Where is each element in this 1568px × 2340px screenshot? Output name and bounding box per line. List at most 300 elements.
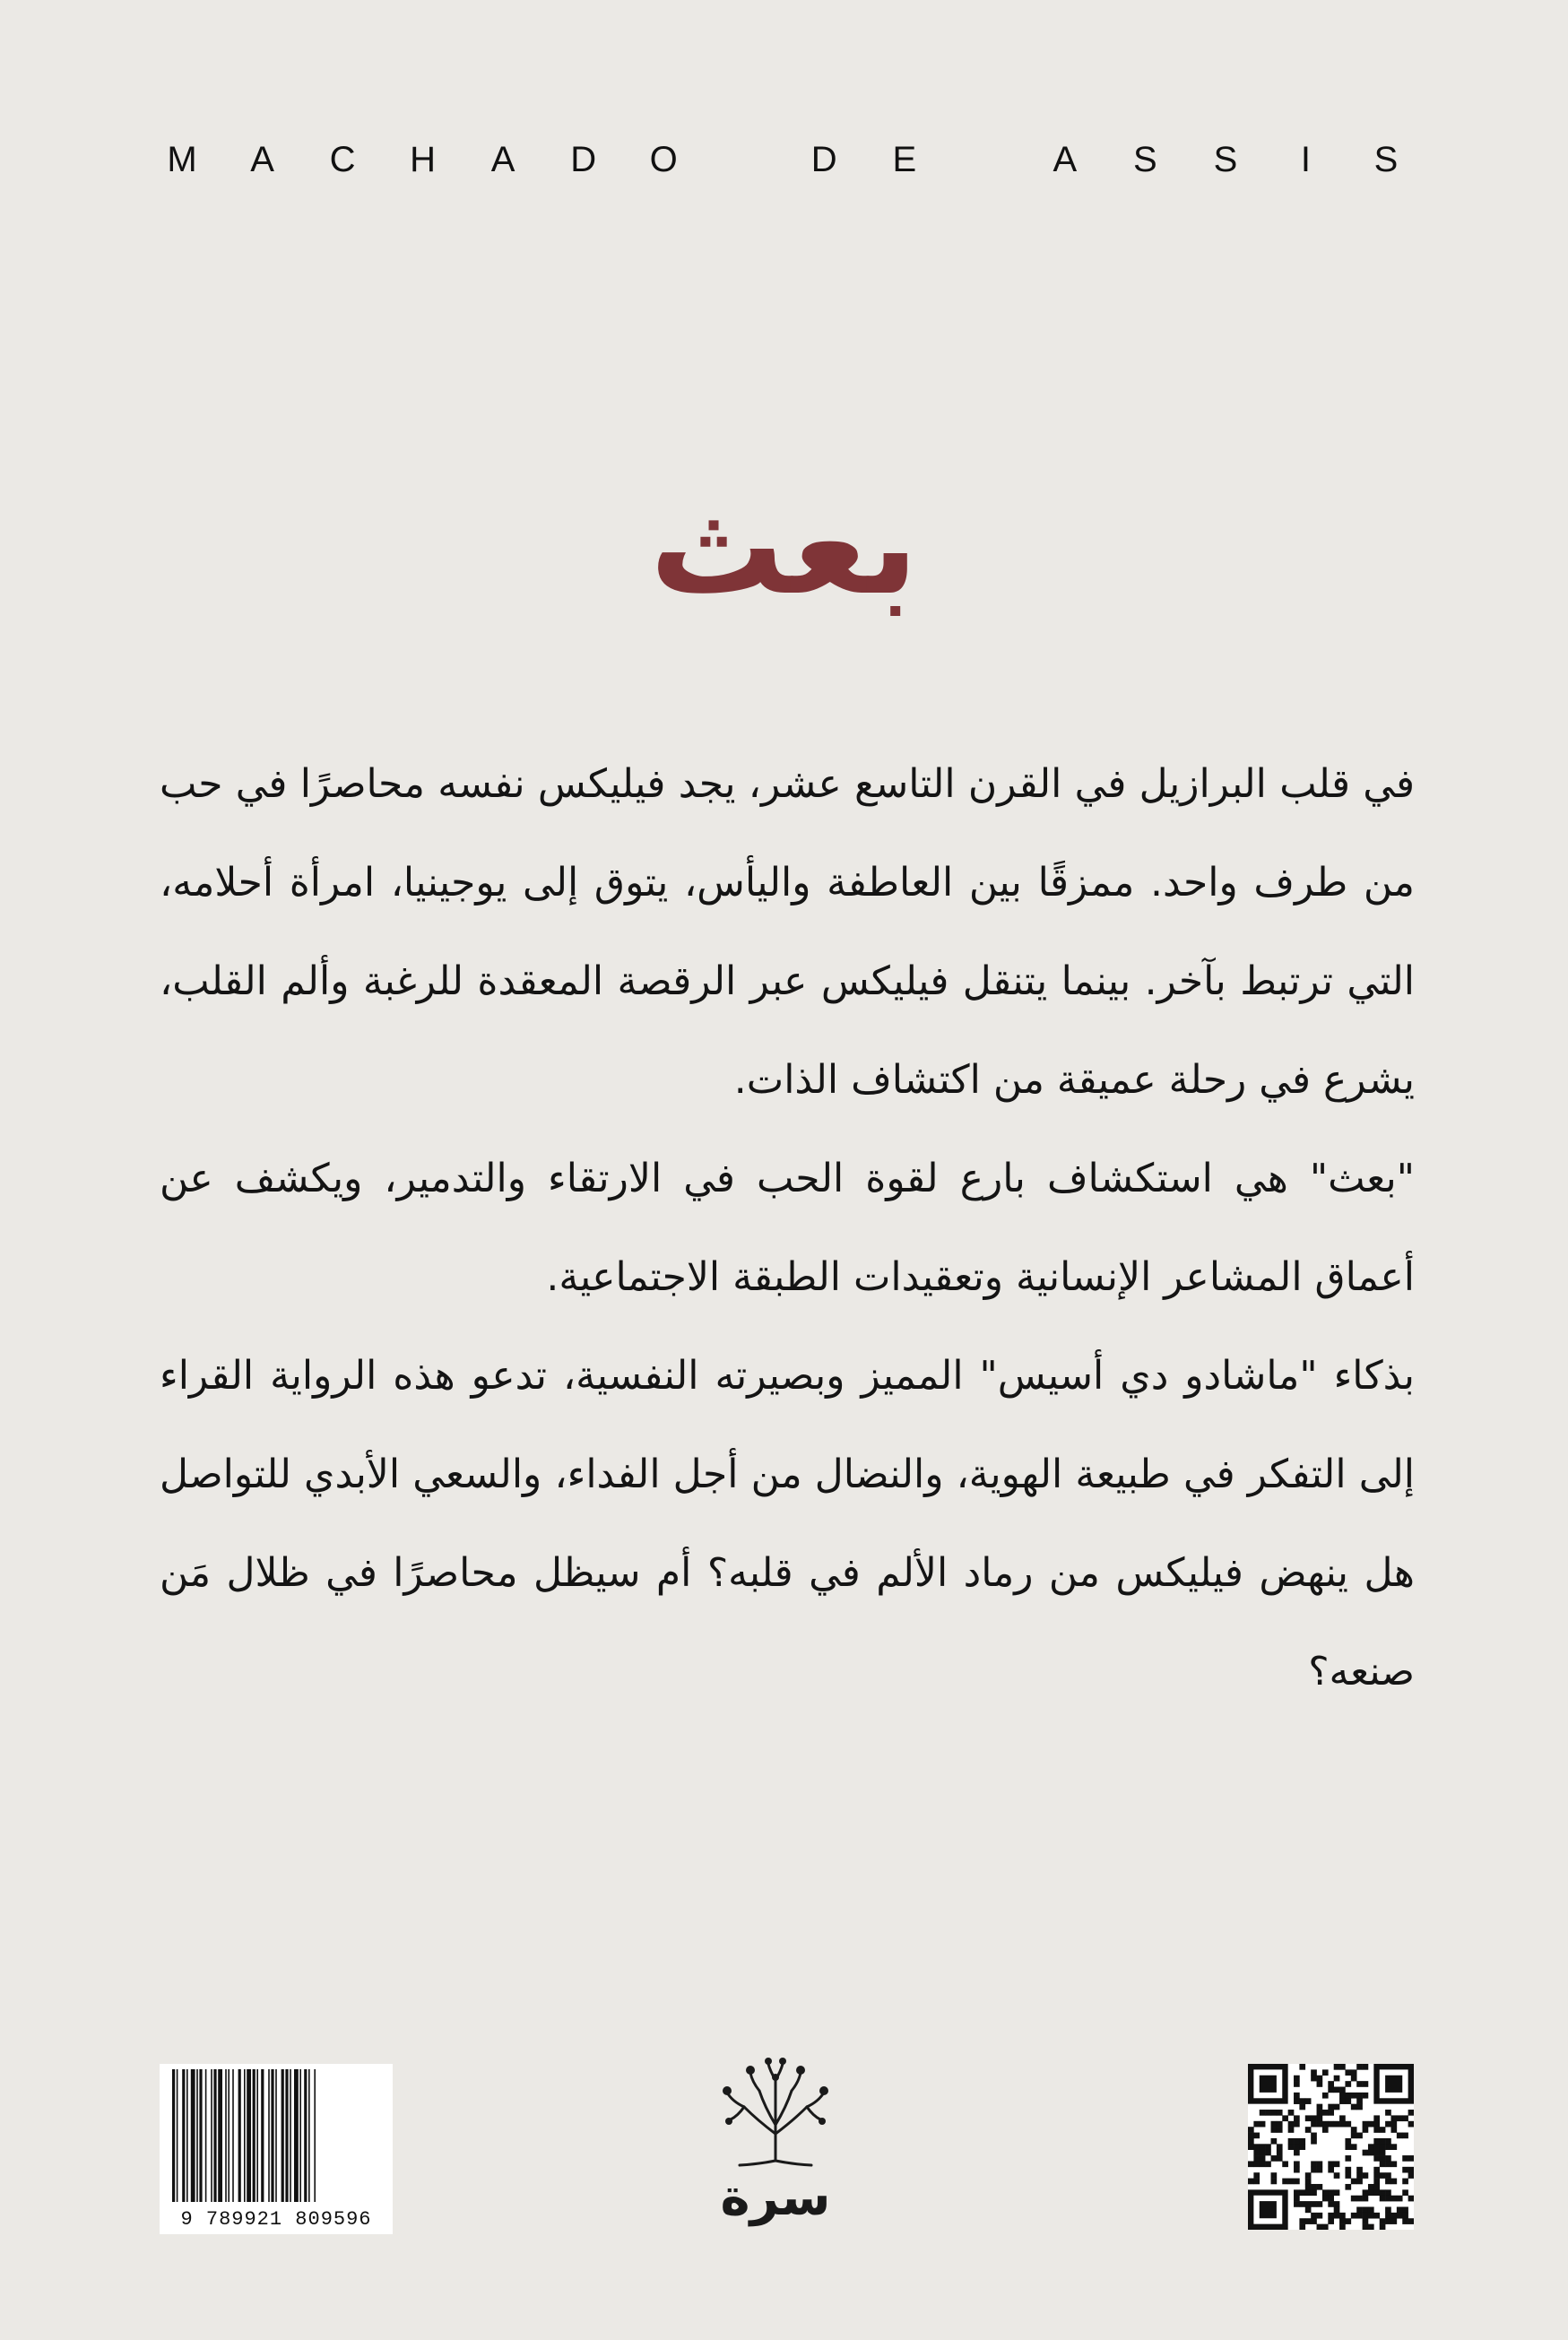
qr-module (1385, 2189, 1391, 2196)
qr-module (1260, 2150, 1266, 2156)
qr-module (1271, 2179, 1278, 2185)
qr-module (1294, 2121, 1300, 2128)
qr-module (1294, 2150, 1300, 2156)
qr-module (1311, 2184, 1317, 2190)
qr-module (1380, 2196, 1386, 2202)
tree-logo-icon (659, 2053, 892, 2232)
barcode-bar (253, 2069, 256, 2202)
barcode-bar (308, 2069, 310, 2202)
qr-module (1363, 2127, 1369, 2133)
qr-module (1380, 2161, 1386, 2167)
qr-module (1328, 2189, 1334, 2196)
qr-module (1345, 2144, 1351, 2150)
qr-module (1380, 2224, 1386, 2230)
qr-module (1253, 2161, 1260, 2167)
qr-module (1317, 2104, 1323, 2110)
qr-module (1345, 2218, 1351, 2224)
qr-module (1277, 2110, 1283, 2116)
qr-module (1368, 2224, 1374, 2230)
barcode-bar (285, 2069, 288, 2202)
qr-module (1356, 2098, 1363, 2104)
qr-module (1373, 2179, 1380, 2185)
barcode-bar (256, 2069, 258, 2202)
qr-module (1305, 2127, 1312, 2133)
qr-module (1363, 2172, 1369, 2179)
qr-module (1277, 2144, 1283, 2150)
qr-module (1317, 2201, 1323, 2207)
author-letter: I (1300, 140, 1311, 179)
qr-module (1397, 2133, 1403, 2139)
qr-module (1299, 2144, 1305, 2150)
qr-module (1351, 2069, 1357, 2076)
qr-module (1294, 2144, 1300, 2150)
qr-module (1299, 2189, 1305, 2196)
qr-module (1402, 2155, 1408, 2162)
qr-module (1385, 2155, 1391, 2162)
qr-module (1385, 2218, 1391, 2224)
barcode-bar (271, 2069, 273, 2202)
qr-module (1277, 2121, 1283, 2128)
qr-module (1356, 2081, 1363, 2087)
qr-module (1363, 2081, 1369, 2087)
qr-module (1397, 2206, 1403, 2213)
qr-module (1253, 2155, 1260, 2162)
qr-module (1373, 2138, 1380, 2145)
qr-module (1317, 2224, 1323, 2230)
qr-module (1363, 2093, 1369, 2099)
qr-module (1385, 2144, 1391, 2150)
qr-module (1408, 2110, 1414, 2116)
author-letter: S (1373, 140, 1399, 179)
qr-module (1380, 2150, 1386, 2156)
qr-module (1271, 2110, 1278, 2116)
qr-module (1351, 2133, 1357, 2139)
qr-module (1345, 2138, 1351, 2145)
qr-module (1385, 2121, 1391, 2128)
qr-module (1271, 2155, 1278, 2162)
qr-module (1294, 2167, 1300, 2173)
qr-module (1363, 2218, 1369, 2224)
qr-module (1339, 2224, 1346, 2230)
qr-module (1317, 2076, 1323, 2082)
qr-module (1339, 2087, 1346, 2093)
qr-module (1390, 2144, 1397, 2150)
qr-module (1305, 2179, 1312, 2185)
barcode-bar (186, 2069, 188, 2202)
qr-module (1288, 2110, 1295, 2116)
qr-module (1356, 2196, 1363, 2202)
qr-module (1248, 2144, 1254, 2150)
qr-module (1385, 2196, 1391, 2202)
qr-module (1248, 2161, 1254, 2167)
qr-module (1328, 2196, 1334, 2202)
qr-module (1288, 2127, 1295, 2133)
qr-module (1351, 2144, 1357, 2150)
qr-module (1363, 2206, 1369, 2213)
qr-module (1328, 2121, 1334, 2128)
barcode-bar (191, 2069, 195, 2202)
qr-module (1299, 2138, 1305, 2145)
qr-module (1408, 2167, 1414, 2173)
qr-module (1351, 2104, 1357, 2110)
qr-code-icon (1248, 2064, 1414, 2230)
qr-module (1380, 2144, 1386, 2150)
qr-module (1305, 2098, 1312, 2104)
qr-module (1305, 2184, 1312, 2190)
qr-module (1345, 2069, 1351, 2076)
qr-module (1299, 2098, 1305, 2104)
qr-module (1397, 2213, 1403, 2219)
qr-module (1345, 2081, 1351, 2087)
qr-module (1356, 2064, 1363, 2070)
qr-module (1253, 2144, 1260, 2150)
qr-module (1299, 2201, 1305, 2207)
qr-module (1356, 2179, 1363, 2185)
author-letter: O (649, 140, 678, 179)
qr-module (1356, 2133, 1363, 2139)
qr-module (1322, 2127, 1329, 2133)
author-letter: H (410, 140, 437, 179)
barcode-bar (294, 2069, 299, 2202)
qr-module (1373, 2213, 1380, 2219)
qr-module (1356, 2213, 1363, 2219)
qr-module (1317, 2167, 1323, 2173)
qr-module (1402, 2179, 1408, 2185)
qr-module (1402, 2133, 1408, 2139)
qr-module (1328, 2087, 1334, 2093)
qr-module (1260, 2110, 1266, 2116)
qr-module (1305, 2206, 1312, 2213)
barcode-bar (213, 2069, 216, 2202)
qr-module (1277, 2150, 1283, 2156)
qr-module (1363, 2121, 1369, 2128)
qr-module (1402, 2206, 1408, 2213)
qr-module (1380, 2218, 1386, 2224)
barcode-bar (314, 2069, 316, 2202)
barcode-bar (282, 2069, 284, 2202)
qr-module (1299, 2218, 1305, 2224)
qr-module (1294, 2093, 1300, 2099)
qr-module (1294, 2098, 1300, 2104)
barcode-bar (177, 2069, 178, 2202)
qr-module (1334, 2104, 1340, 2110)
qr-module (1317, 2184, 1323, 2190)
qr-module (1305, 2201, 1312, 2207)
qr-module (1260, 2155, 1266, 2162)
qr-module (1345, 2098, 1351, 2104)
qr-module (1265, 2161, 1271, 2167)
qr-module (1373, 2184, 1380, 2190)
qr-finder-core (1260, 2076, 1277, 2093)
qr-module (1345, 2155, 1351, 2162)
qr-module (1390, 2218, 1397, 2224)
qr-module (1402, 2167, 1408, 2173)
qr-module (1328, 2218, 1334, 2224)
barcode-bar (268, 2069, 270, 2202)
qr-module (1402, 2115, 1408, 2121)
qr-module (1317, 2161, 1323, 2167)
qr-module (1356, 2206, 1363, 2213)
qr-module (1282, 2161, 1288, 2167)
qr-module (1311, 2218, 1317, 2224)
qr-module (1351, 2127, 1357, 2133)
qr-module (1328, 2104, 1334, 2110)
qr-module (1294, 2081, 1300, 2087)
author-letter: C (329, 140, 356, 179)
qr-module (1334, 2087, 1340, 2093)
qr-module (1317, 2213, 1323, 2219)
qr-module (1345, 2172, 1351, 2179)
author-letter: S (1133, 140, 1157, 179)
qr-module (1380, 2127, 1386, 2133)
qr-module (1288, 2144, 1295, 2150)
barcode-bar (211, 2069, 212, 2202)
qr-module (1363, 2189, 1369, 2196)
blurb-paragraph-1: في قلب البرازيل في القرن التاسع عشر، يجد فيليكس نفسه محاصرًا في حب من طرف واحد. ممزقًا بين العاطفة واليأس، يتوق إلى يوجينيا، امرأة أحلامه، التي ترتبط بآخر. بينما يتنقل فيليكس عبر الرقصة المعقدة للرغبة وألم القلب، يشرع في رحلة عميقة من اكتشاف الذات. (160, 761, 1415, 1103)
qr-module (1253, 2172, 1260, 2179)
qr-module (1305, 2115, 1312, 2121)
qr-module (1363, 2224, 1369, 2230)
qr-module (1363, 2150, 1369, 2156)
qr-module (1260, 2161, 1266, 2167)
qr-module (1299, 2064, 1305, 2070)
isbn-number: 9 789921 809596 (180, 2208, 372, 2231)
qr-module (1373, 2172, 1380, 2179)
barcode-bar (232, 2069, 234, 2202)
qr-module (1368, 2213, 1374, 2219)
qr-module (1253, 2121, 1260, 2128)
qr-module (1322, 2121, 1329, 2128)
barcode-icon (160, 2064, 393, 2234)
qr-module (1373, 2155, 1380, 2162)
qr-module (1339, 2115, 1346, 2121)
qr-module (1277, 2155, 1283, 2162)
qr-module (1373, 2189, 1380, 2196)
qr-module (1334, 2064, 1340, 2070)
qr-module (1248, 2179, 1254, 2185)
qr-module (1248, 2127, 1254, 2133)
qr-module (1317, 2110, 1323, 2116)
qr-module (1351, 2179, 1357, 2185)
qr-module (1339, 2098, 1346, 2104)
author-letter: D (570, 140, 597, 179)
qr-module (1271, 2127, 1278, 2133)
qr-module (1345, 2121, 1351, 2128)
qr-module (1265, 2144, 1271, 2150)
qr-module (1248, 2133, 1254, 2139)
qr-module (1397, 2196, 1403, 2202)
qr-module (1408, 2172, 1414, 2179)
barcode-bar (228, 2069, 230, 2202)
qr-module (1294, 2161, 1300, 2167)
qr-module (1402, 2213, 1408, 2219)
qr-module (1351, 2093, 1357, 2099)
qr-module (1317, 2115, 1323, 2121)
qr-finder-core (1260, 2201, 1277, 2218)
qr-module (1322, 2069, 1329, 2076)
qr-module (1253, 2150, 1260, 2156)
qr-module (1334, 2213, 1340, 2219)
qr-module (1408, 2218, 1414, 2224)
qr-module (1339, 2064, 1346, 2070)
qr-module (1288, 2179, 1295, 2185)
qr-module (1311, 2076, 1317, 2082)
barcode-bar (182, 2069, 185, 2202)
qr-module (1322, 2224, 1329, 2230)
qr-module (1356, 2167, 1363, 2173)
qr-module (1356, 2172, 1363, 2179)
qr-module (1328, 2201, 1334, 2207)
qr-module (1294, 2196, 1300, 2202)
qr-module (1385, 2172, 1391, 2179)
qr-module (1380, 2155, 1386, 2162)
qr-module (1351, 2076, 1357, 2082)
qr-module (1311, 2201, 1317, 2207)
qr-module (1334, 2201, 1340, 2207)
qr-module (1334, 2121, 1340, 2128)
author-gap (726, 142, 762, 178)
qr-module (1368, 2184, 1374, 2190)
qr-module (1311, 2133, 1317, 2139)
qr-module (1305, 2189, 1312, 2196)
qr-module (1397, 2115, 1403, 2121)
qr-module (1390, 2127, 1397, 2133)
qr-module (1294, 2179, 1300, 2185)
blurb-paragraph-2: "بعث" هي استكشاف بارع لقوة الحب في الارتقاء والتدمير، ويكشف عن أعماق المشاعر الإنسانية وتعقيدات الطبقة الاجتماعية. (160, 1156, 1415, 1300)
qr-module (1294, 2138, 1300, 2145)
qr-module (1311, 2138, 1317, 2145)
qr-module (1345, 2184, 1351, 2190)
qr-module (1288, 2121, 1295, 2128)
qr-module (1294, 2189, 1300, 2196)
qr-module (1351, 2196, 1357, 2202)
qr-module (1299, 2224, 1305, 2230)
qr-module (1408, 2121, 1414, 2128)
qr-module (1322, 2189, 1329, 2196)
barcode-bar (196, 2069, 198, 2202)
qr-module (1356, 2104, 1363, 2110)
blurb-paragraph-3: بذكاء "ماشادو دي أسيس" المميز وبصيرته النفسية، تدعو هذه الرواية القراء إلى التفكر في طبيعة الهوية، والنضال من أجل الفداء، والسعي الأبدي للتواصل هل ينهض فيليكس من رماد الألم في قلبه؟ أم سيظل محاصرًا في ظلال مَن صنعه؟ (160, 1353, 1415, 1694)
qr-module (1248, 2138, 1254, 2145)
qr-module (1311, 2115, 1317, 2121)
qr-module (1334, 2172, 1340, 2179)
qr-module (1311, 2121, 1317, 2128)
qr-module (1368, 2206, 1374, 2213)
barcode-bar (275, 2069, 277, 2202)
qr-module (1311, 2189, 1317, 2196)
barcode-bar (247, 2069, 251, 2202)
qr-module (1277, 2127, 1283, 2133)
qr-module (1380, 2138, 1386, 2145)
qr-module (1305, 2172, 1312, 2179)
qr-module (1390, 2115, 1397, 2121)
barcode-bar (290, 2069, 291, 2202)
qr-module (1322, 2093, 1329, 2099)
barcode-bar (304, 2069, 307, 2202)
qr-module (1385, 2179, 1391, 2185)
qr-module (1368, 2189, 1374, 2196)
qr-module (1368, 2144, 1374, 2150)
barcode-bar (199, 2069, 202, 2202)
qr-module (1328, 2110, 1334, 2116)
qr-module (1385, 2110, 1391, 2116)
qr-module (1373, 2127, 1380, 2133)
qr-module (1271, 2121, 1278, 2128)
qr-module (1390, 2196, 1397, 2202)
qr-module (1311, 2161, 1317, 2167)
qr-module (1380, 2172, 1386, 2179)
author-gap (966, 142, 1002, 178)
author-letter: A (490, 140, 515, 179)
qr-module (1339, 2121, 1346, 2128)
qr-module (1322, 2110, 1329, 2116)
barcode-bar (299, 2069, 301, 2202)
qr-module (1288, 2138, 1295, 2145)
qr-module (1260, 2144, 1266, 2150)
qr-module (1373, 2121, 1380, 2128)
qr-module (1265, 2110, 1271, 2116)
publisher-wordmark: سرة (720, 2169, 831, 2227)
qr-module (1328, 2167, 1334, 2173)
qr-module (1328, 2161, 1334, 2167)
barcode-bar (205, 2069, 207, 2202)
author-letter: S (1213, 140, 1238, 179)
qr-module (1368, 2121, 1374, 2128)
barcode-bar (225, 2069, 227, 2202)
qr-module (1317, 2081, 1323, 2087)
qr-module (1373, 2167, 1380, 2173)
author-letter: M (167, 140, 197, 179)
qr-module (1385, 2206, 1391, 2213)
qr-module (1328, 2081, 1334, 2087)
qr-module (1408, 2196, 1414, 2202)
qr-module (1271, 2138, 1278, 2145)
qr-module (1373, 2144, 1380, 2150)
barcode-bar (244, 2069, 246, 2202)
author-letter: E (892, 140, 917, 179)
qr-module (1294, 2076, 1300, 2082)
qr-module (1356, 2093, 1363, 2099)
qr-finder-core (1385, 2076, 1402, 2093)
qr-module (1282, 2115, 1288, 2121)
qr-module (1390, 2213, 1397, 2219)
qr-module (1408, 2155, 1414, 2162)
qr-module (1271, 2172, 1278, 2179)
qr-module (1345, 2093, 1351, 2099)
qr-module (1339, 2218, 1346, 2224)
qr-module (1385, 2138, 1391, 2145)
qr-module (1253, 2133, 1260, 2139)
author-letter: A (1053, 140, 1078, 179)
qr-module (1322, 2196, 1329, 2202)
qr-module (1345, 2167, 1351, 2173)
qr-module (1373, 2150, 1380, 2156)
qr-module (1317, 2121, 1323, 2128)
qr-module (1334, 2076, 1340, 2082)
qr-module (1253, 2179, 1260, 2185)
barcode-bar (172, 2069, 175, 2202)
qr-code-pattern (1248, 2064, 1414, 2230)
qr-module (1351, 2213, 1357, 2219)
blurb (160, 735, 1415, 1721)
barcode-bar (218, 2069, 222, 2202)
author-name (164, 142, 1404, 178)
qr-module (1363, 2196, 1369, 2202)
qr-module (1339, 2093, 1346, 2099)
qr-module (1260, 2121, 1266, 2128)
qr-module (1311, 2213, 1317, 2219)
qr-module (1390, 2121, 1397, 2128)
